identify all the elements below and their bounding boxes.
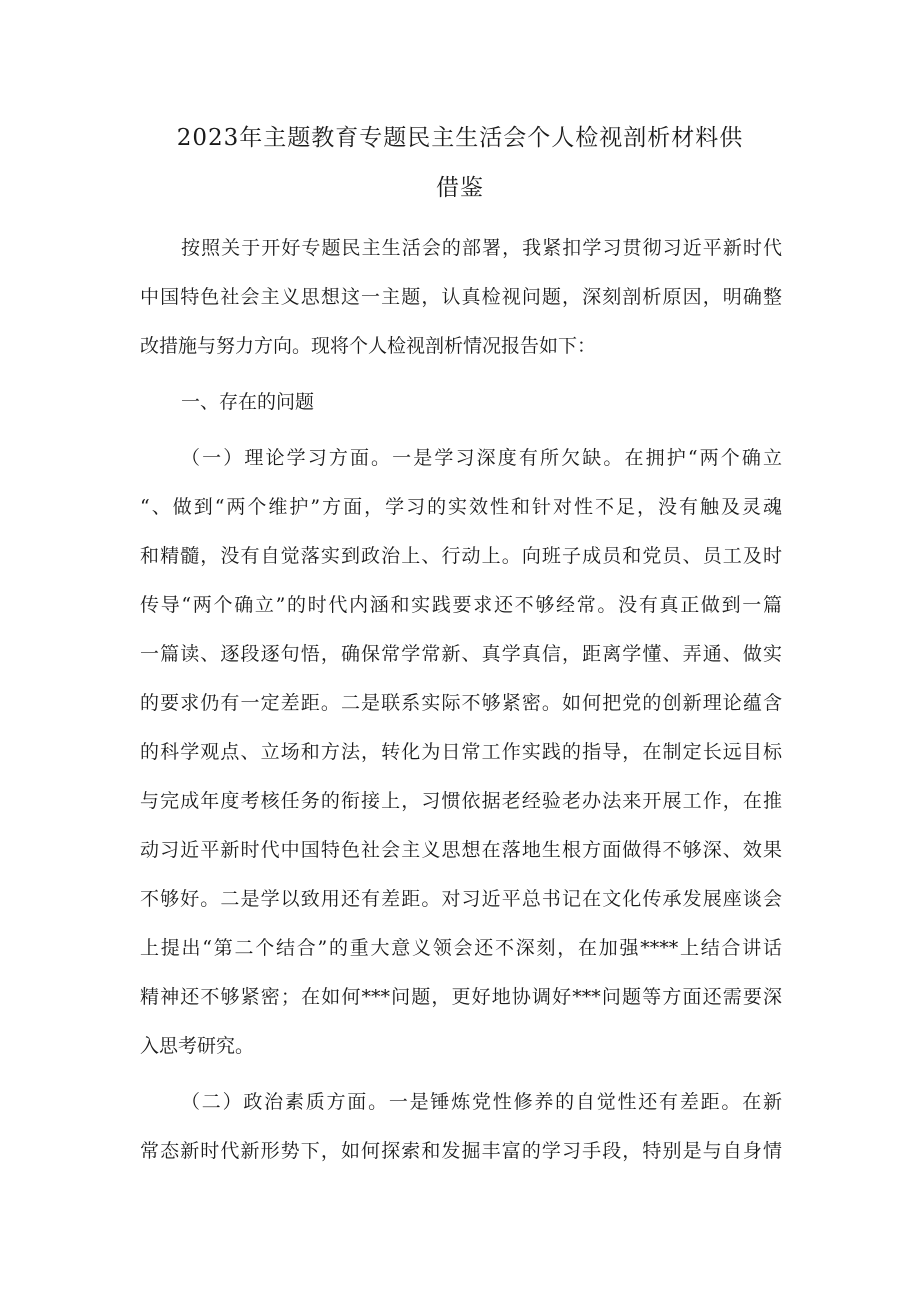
paragraph-line: 传导“两个确立”的时代内涵和实践要求还不够经常。没有真正做到一篇 — [140, 594, 782, 616]
paragraph-line: 的要求仍有一定差距。二是联系实际不够紧密。如何把党的创新理论蕴含 — [140, 692, 782, 714]
paragraph-line: 和精髓，没有自觉落实到政治上、行动上。向班子成员和党员、员工及时 — [140, 545, 782, 567]
intro-line: 中国特色社会主义思想这一主题，认真检视问题，深刻剖析原因，明确整 — [140, 286, 782, 308]
paragraph-line: 动习近平新时代中国特色社会主义思想在落地生根方面做得不够深、效果 — [140, 839, 782, 861]
paragraph-line: （一）理论学习方面。一是学习深度有所欠缺。在拥护“两个确立 — [181, 447, 782, 469]
paragraph-line: 上提出“第二个结合”的重大意义领会还不深刻，在加强****上结合讲话 — [140, 937, 782, 959]
section-heading: 一、存在的问题 — [181, 391, 315, 413]
paragraph-line: 精神还不够紧密；在如何***问题，更好地协调好***问题等方面还需要深 — [140, 986, 782, 1008]
paragraph-line: （二）政治素质方面。一是锤炼党性修养的自觉性还有差距。在新 — [181, 1091, 782, 1113]
paragraph-line: 常态新时代新形势下，如何探索和发掘丰富的学习手段，特别是与自身情 — [140, 1140, 782, 1162]
intro-line: 改措施与努力方向。现将个人检视剖析情况报告如下： — [140, 335, 597, 357]
paragraph-line: “、做到“两个维护”方面，学习的实效性和针对性不足，没有触及灵魂 — [140, 496, 782, 518]
paragraph-line: 与完成年度考核任务的衔接上，习惯依据老经验老办法来开展工作，在推 — [140, 790, 782, 812]
paragraph-line: 的科学观点、立场和方法，转化为日常工作实践的指导，在制定长远目标 — [140, 741, 782, 763]
document-title-line-2: 借鉴 — [436, 175, 484, 201]
document-title-line-1: 2023年主题教育专题民主生活会个人检视剖析材料供 — [176, 125, 744, 151]
intro-line: 按照关于开好专题民主生活会的部署，我紧扣学习贯彻习近平新时代 — [181, 237, 782, 259]
paragraph-line: 一篇读、逐段逐句悟，确保常学常新、真学真信，距离学懂、弄通、做实 — [140, 643, 782, 665]
paragraph-line: 入思考研究。 — [140, 1035, 255, 1057]
paragraph-line: 不够好。二是学以致用还有差距。对习近平总书记在文化传承发展座谈会 — [140, 888, 782, 910]
